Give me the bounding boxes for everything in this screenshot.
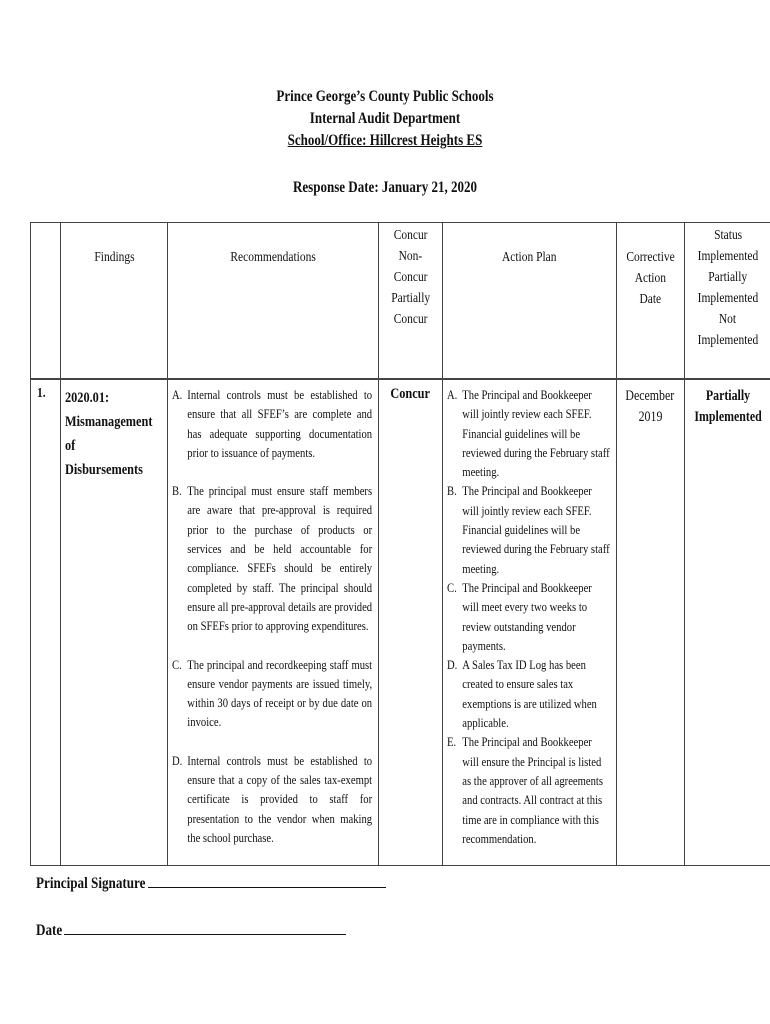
principal-signature	[36, 873, 386, 893]
finding-cell: 2020.01: Mismanagement of Disbursements	[61, 379, 168, 865]
school-office: School/Office: Hillcrest Heights ES	[287, 132, 483, 149]
action-item: D. A Sales Tax ID Log has been created to ensure sales tax exemptions is are utilized when applicable.	[447, 658, 597, 731]
action-item: C. The Principal and Bookkeeper will meet every two weeks to review outstanding vendor payments.	[447, 580, 592, 653]
action-item: E. The Principal and Bookkeeper will ensure the Principal is listed as the approver of all agreements and contracts. All contract at this time are in compliance with this recommendation.	[447, 735, 604, 846]
date-line[interactable]	[64, 920, 346, 935]
col-number-header	[31, 223, 61, 380]
date-label: Date	[36, 922, 63, 939]
recommendation-item: A. Internal controls must be established to ensure that all SFEF’s are complete and has adequate supporting documentation prior to issuance of payments.	[172, 388, 373, 460]
org-name: Prince George’s County Public Schools	[276, 88, 494, 105]
col-recommendations-header: Recommendations	[168, 223, 378, 380]
response-date: Response Date: January 21, 2020	[292, 179, 478, 196]
recommendations-cell	[168, 379, 378, 865]
action-item: A. The Principal and Bookkeeper will jointly review each SFEF. Financial guidelines will be reviewed during the February staff meeting.	[447, 388, 610, 480]
row-number: 1.	[31, 379, 61, 865]
table-row	[31, 379, 770, 865]
concur-cell: Concur	[378, 379, 443, 865]
col-status-header: Status Implemented Partially Implemented Not Implemented	[684, 223, 770, 380]
corrective-date-cell: December 2019	[616, 379, 684, 865]
table-header-row	[31, 223, 770, 380]
recommendation-item: B. The principal must ensure staff members are aware that pre-approval is required prior to the purchase of products or services and be held accountable for compliance. SFEFs should be entirely completed by staff. The principal should ensure all pre-approval details are provided on SFEFs prior to approving expenditures.	[172, 484, 373, 634]
principal-signature-label: Principal Signature	[36, 875, 146, 892]
col-corrective-date-header: Corrective Action Date	[616, 223, 684, 380]
principal-signature-line[interactable]	[148, 873, 386, 888]
date-signature	[36, 920, 346, 940]
recommendation-item: C. The principal and recordkeeping staff must ensure vendor payments are issued timely, within 30 days of receipt or by due date on invoice.	[172, 657, 373, 730]
action-item: B. The Principal and Bookkeeper will jointly review each SFEF. Financial guidelines will be reviewed during the February staff meeting.	[447, 484, 610, 576]
col-action-plan-header: Action Plan	[443, 223, 617, 380]
department-name: Internal Audit Department	[309, 110, 461, 127]
status-cell: Partially Implemented	[684, 379, 770, 865]
recommendation-item: D. Internal controls must be established to ensure that a copy of the sales tax-exempt certificate is provided to staff for presentation to the vendor when making the school purchase.	[172, 753, 373, 845]
col-findings-header: Findings	[61, 223, 168, 380]
document-header	[0, 86, 770, 152]
col-concur-header: Concur Non- Concur Partially Concur	[378, 223, 443, 380]
action-plan-cell	[443, 379, 617, 865]
audit-findings-table	[30, 222, 770, 866]
